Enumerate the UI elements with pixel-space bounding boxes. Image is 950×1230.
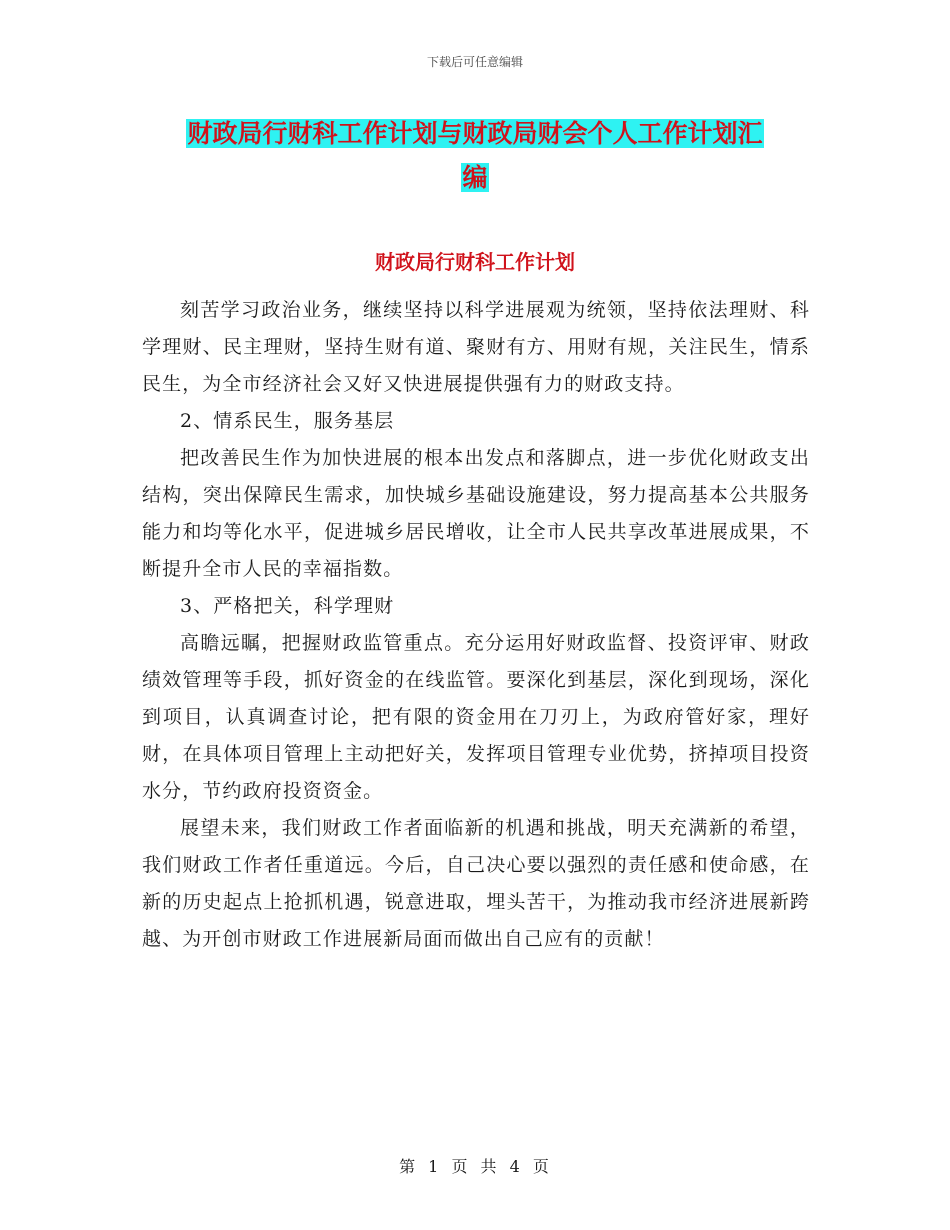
document-title [0, 112, 950, 200]
paragraph: 把改善民生作为加快进展的根本出发点和落脚点，进一步优化财政支出结构，突出保障民生需求，加快城乡基础设施建设，努力提高基本公共服务能力和均等化水平，促进城乡居民增收，让全市人民共享改革进展成果，不断提升全市人民的幸福指数。 [142, 447, 810, 580]
section-title: 财政局行财科工作计划 [375, 250, 575, 274]
paragraph-heading: 3、严格把关，科学理财 [180, 595, 395, 617]
paragraph: 展望未来，我们财政工作者面临新的机遇和挑战，明天充满新的希望，我们财政工作者任重道远。今后，自己决心要以强烈的责任感和使命感，在新的历史起点上抢抓机遇，锐意进取，埋头苦干，为推动我市经济进展新跨越、为开创市财政工作进展新局面而做出自己应有的贡献！ [142, 817, 810, 950]
page-footer: 第 1 页 共 4 页 [399, 1157, 551, 1176]
paragraph-heading: 2、情系民生，服务基层 [180, 410, 395, 432]
paragraph: 刻苦学习政治业务，继续坚持以科学进展观为统领，坚持依法理财、科学理财、民主理财，坚持生财有道、聚财有方、用财有规，关注民生，情系民生，为全市经济社会又好又快进展提供强有力的财政支持。 [142, 299, 810, 395]
document-body [142, 292, 810, 958]
page-header-note: 下载后可任意编辑 [426, 55, 523, 69]
document-title-line-1: 财政局行财科工作计划与财政局财会个人工作计划汇 [187, 119, 763, 148]
document-title-line-2: 编 [462, 163, 488, 192]
paragraph: 高瞻远瞩，把握财政监管重点。充分运用好财政监督、投资评审、财政绩效管理等手段，抓好资金的在线监管。要深化到基层，深化到现场，深化到项目，认真调查讨论，把有限的资金用在刀刃上，为政府管好家，理好财，在具体项目管理上主动把好关，发挥项目管理专业优势，挤掉项目投资水分，节约政府投资资金。 [142, 632, 810, 802]
